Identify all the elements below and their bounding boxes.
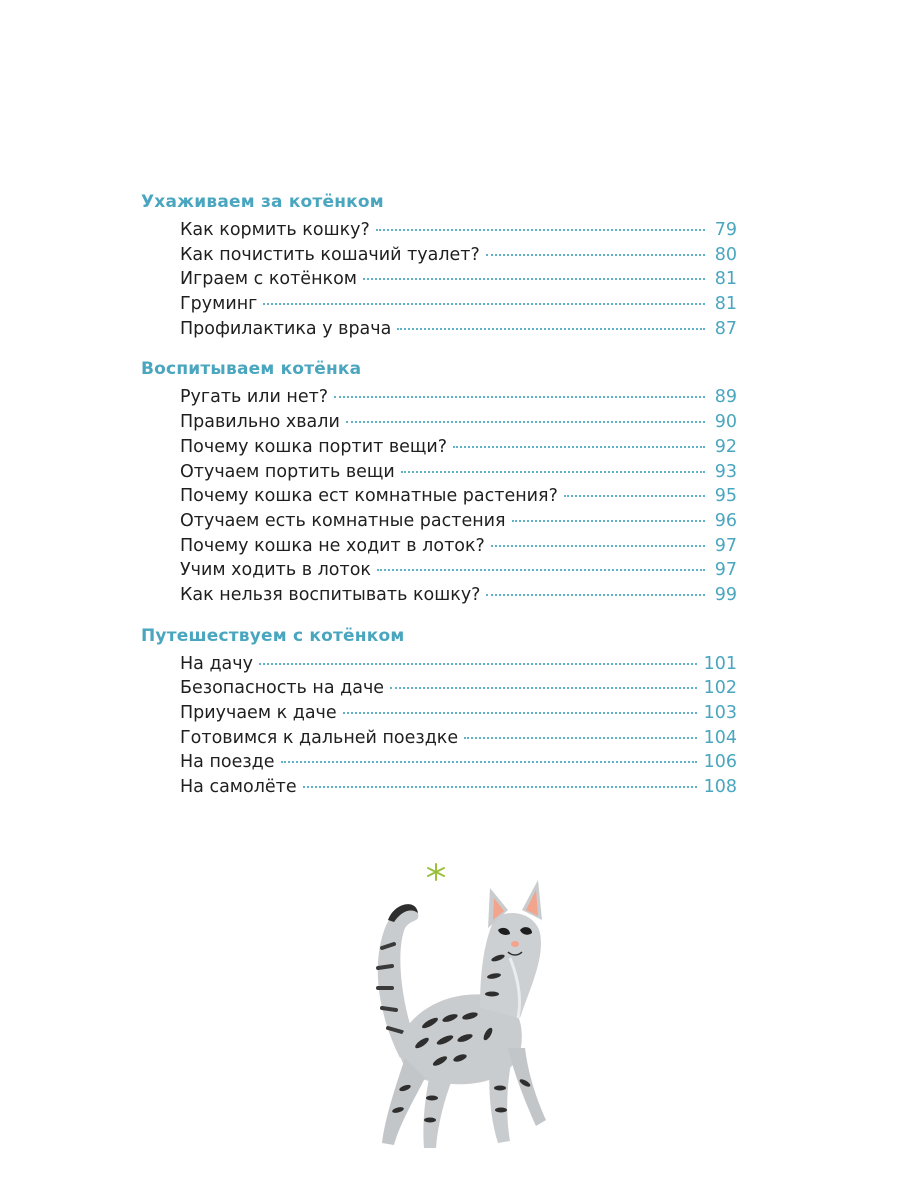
section-title: Путешествуем с котёнком xyxy=(141,625,405,646)
leader-dots xyxy=(564,495,705,497)
entry-page: 81 xyxy=(714,294,737,315)
entry-label: На самолёте xyxy=(180,777,297,798)
entry-label: Играем с котёнком xyxy=(180,269,357,290)
toc-entry[interactable] xyxy=(180,410,737,435)
toc-entry[interactable] xyxy=(180,726,737,751)
toc-entry[interactable] xyxy=(180,583,737,608)
entry-label: Почему кошка портит вещи? xyxy=(180,436,448,457)
toc-entry[interactable] xyxy=(180,435,737,460)
entry-page: 102 xyxy=(703,678,737,699)
leader-dots xyxy=(281,761,697,763)
leader-dots xyxy=(512,520,705,522)
leader-dots xyxy=(346,421,705,423)
entry-page: 106 xyxy=(703,752,737,773)
entry-label: Отучаем портить вещи xyxy=(180,461,395,482)
entry-label: На дачу xyxy=(180,653,253,674)
toc-entry[interactable] xyxy=(180,317,737,342)
toc-entry[interactable] xyxy=(180,701,737,726)
toc-entry[interactable] xyxy=(180,558,737,583)
section-title: Ухаживаем за котёнком xyxy=(141,192,384,212)
toc-entry[interactable] xyxy=(180,385,737,410)
entry-label: Готовимся к дальней поездке xyxy=(180,727,459,748)
toc-entry[interactable] xyxy=(180,243,737,268)
entry-page: 93 xyxy=(714,461,737,482)
leader-dots xyxy=(343,712,697,714)
toc-section-care xyxy=(141,190,741,341)
leader-dots xyxy=(259,663,697,665)
toc-entry[interactable] xyxy=(180,509,737,534)
table-of-contents xyxy=(141,190,741,816)
toc-entry[interactable] xyxy=(180,750,737,775)
entry-page: 108 xyxy=(703,777,737,798)
toc-entry[interactable] xyxy=(180,676,737,701)
leader-dots xyxy=(363,278,705,280)
leader-dots xyxy=(491,545,705,547)
entry-label: Как нельзя воспитывать кошку? xyxy=(180,584,481,605)
entry-page: 95 xyxy=(714,486,737,507)
entry-label: Безопасность на даче xyxy=(180,678,385,699)
entry-label: Отучаем есть комнатные растения xyxy=(180,510,506,531)
leader-dots xyxy=(397,328,705,330)
entry-label: Как почистить кошачий туалет? xyxy=(180,244,480,265)
toc-entry[interactable] xyxy=(180,267,737,292)
entry-label: Учим ходить в лоток xyxy=(180,560,371,581)
entry-label: Почему кошка ест комнатные растения? xyxy=(180,486,558,507)
leader-dots xyxy=(303,786,697,788)
toc-entry[interactable] xyxy=(180,652,737,677)
entry-label: На поезде xyxy=(180,752,275,773)
toc-entry[interactable] xyxy=(180,292,737,317)
entry-page: 90 xyxy=(714,412,737,433)
leader-dots xyxy=(263,303,705,305)
toc-section-upbringing xyxy=(141,357,741,607)
leader-dots xyxy=(486,254,705,256)
toc-entry[interactable] xyxy=(180,484,737,509)
cat-illustration-icon xyxy=(360,858,560,1158)
entry-page: 99 xyxy=(714,584,737,605)
leader-dots xyxy=(453,446,705,448)
toc-entry[interactable] xyxy=(180,460,737,485)
leader-dots xyxy=(390,687,697,689)
entry-page: 89 xyxy=(714,387,737,408)
entry-page: 81 xyxy=(714,269,737,290)
leader-dots xyxy=(376,229,705,231)
toc-entry[interactable] xyxy=(180,218,737,243)
section-title: Воспитываем котёнка xyxy=(141,359,362,380)
toc-entry[interactable] xyxy=(180,534,737,559)
entry-label: Профилактика у врача xyxy=(180,318,392,339)
entry-label: Приучаем к даче xyxy=(180,703,337,723)
entry-page: 96 xyxy=(714,510,737,531)
leader-dots xyxy=(486,594,705,596)
toc-section-travel xyxy=(141,624,741,800)
entry-page: 103 xyxy=(703,703,737,723)
sparkle-icon xyxy=(428,864,444,880)
entry-label: Как кормить кошку? xyxy=(180,220,370,240)
leader-dots xyxy=(334,396,705,398)
entry-label: Груминг xyxy=(180,294,258,315)
entry-page: 97 xyxy=(714,535,737,556)
entry-page: 87 xyxy=(714,318,737,339)
leader-dots xyxy=(401,471,705,473)
entry-page: 101 xyxy=(703,653,737,674)
leader-dots xyxy=(377,569,705,571)
entry-page: 104 xyxy=(703,727,737,748)
entry-label: Правильно хвали xyxy=(180,412,340,433)
entry-label: Ругать или нет? xyxy=(180,387,329,408)
entry-page: 92 xyxy=(714,436,737,457)
entry-page: 97 xyxy=(714,560,737,581)
entry-page: 80 xyxy=(714,244,737,265)
toc-entry[interactable] xyxy=(180,775,737,800)
entry-page: 79 xyxy=(714,220,737,240)
leader-dots xyxy=(464,737,697,739)
entry-label: Почему кошка не ходит в лоток? xyxy=(180,535,485,556)
